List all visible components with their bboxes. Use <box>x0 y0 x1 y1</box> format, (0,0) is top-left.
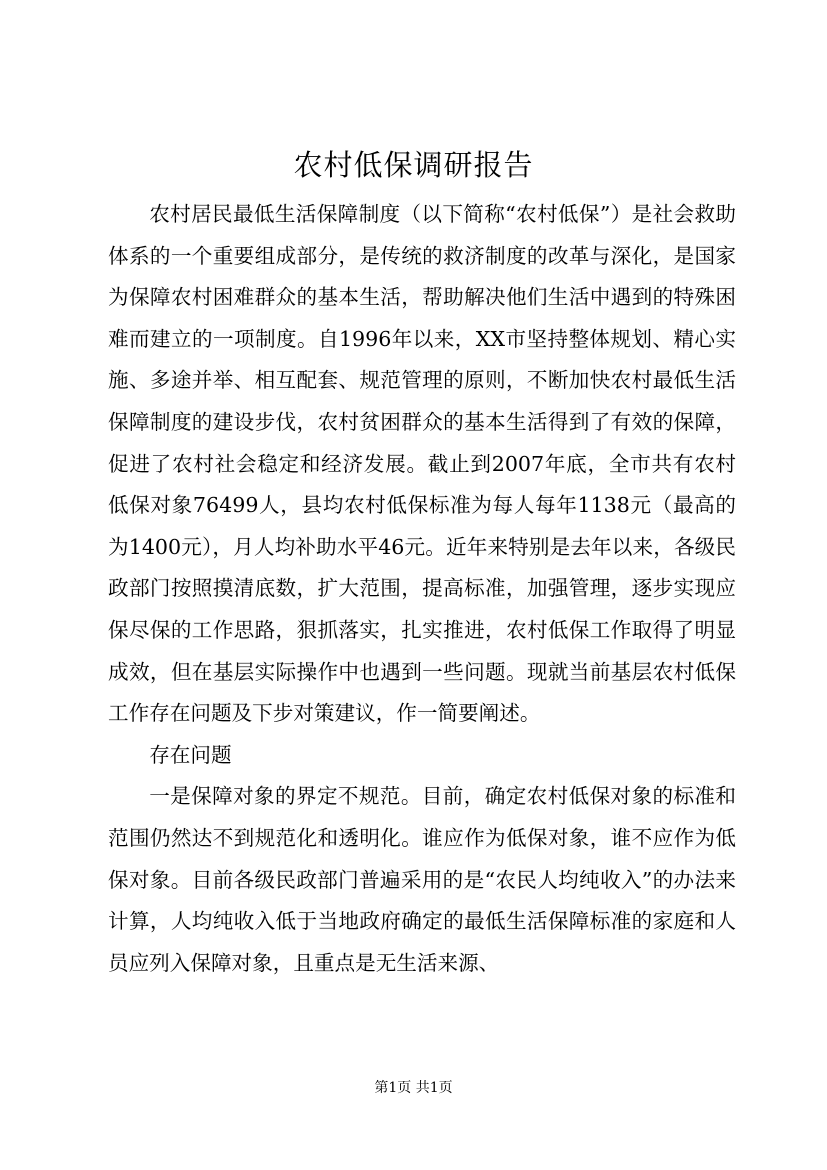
page-footer: 第1页 共1页 <box>374 1080 453 1096</box>
section-heading: 存在问题 <box>149 742 232 767</box>
document-title: 农村低保调研报告 <box>293 148 534 182</box>
document-body <box>108 194 736 984</box>
paragraph-problem-1: 一是保障对象的界定不规范。目前，确定农村低保对象的标准和范围仍然达不到规范化和透明化。谁应作为低保对象，谁不应作为低保对象。目前各级民政部门普遍采用的是“农民人均纯收入”的办法来计算，人均纯收入低于当地政府确定的最低生活保障标准的家庭和人员应列入保障对象，且重点是无生活来源、 <box>108 784 736 975</box>
paragraph-intro: 农村居民最低生活保障制度（以下简称“农村低保”）是社会救助体系的一个重要组成部分，是传统的救济制度的改革与深化，是国家为保障农村困难群众的基本生活，帮助解决他们生活中遇到的特殊困难而建立的一项制度。自1996年以来，XX市坚持整体规划、精心实施、多途并举、相互配套、规范管理的原则，不断加快农村最低生活保障制度的建设步伐，农村贫困群众的基本生活得到了有效的保障，促进了农村社会稳定和经济发展。截止到2007年底，全市共有农村低保对象76499人，县均农村低保标准为每人每年1138元（最高的为1400元），月人均补助水平46元。近年来特别是去年以来，各级民政部门按照摸清底数，扩大范围，提高标准，加强管理，逐步实现应保尽保的工作思路，狠抓落实，扎实推进，农村低保工作取得了明显成效，但在基层实际操作中也遇到一些问题。现就当前基层农村低保工作存在问题及下步对策建议，作一简要阐述。 <box>108 202 736 726</box>
